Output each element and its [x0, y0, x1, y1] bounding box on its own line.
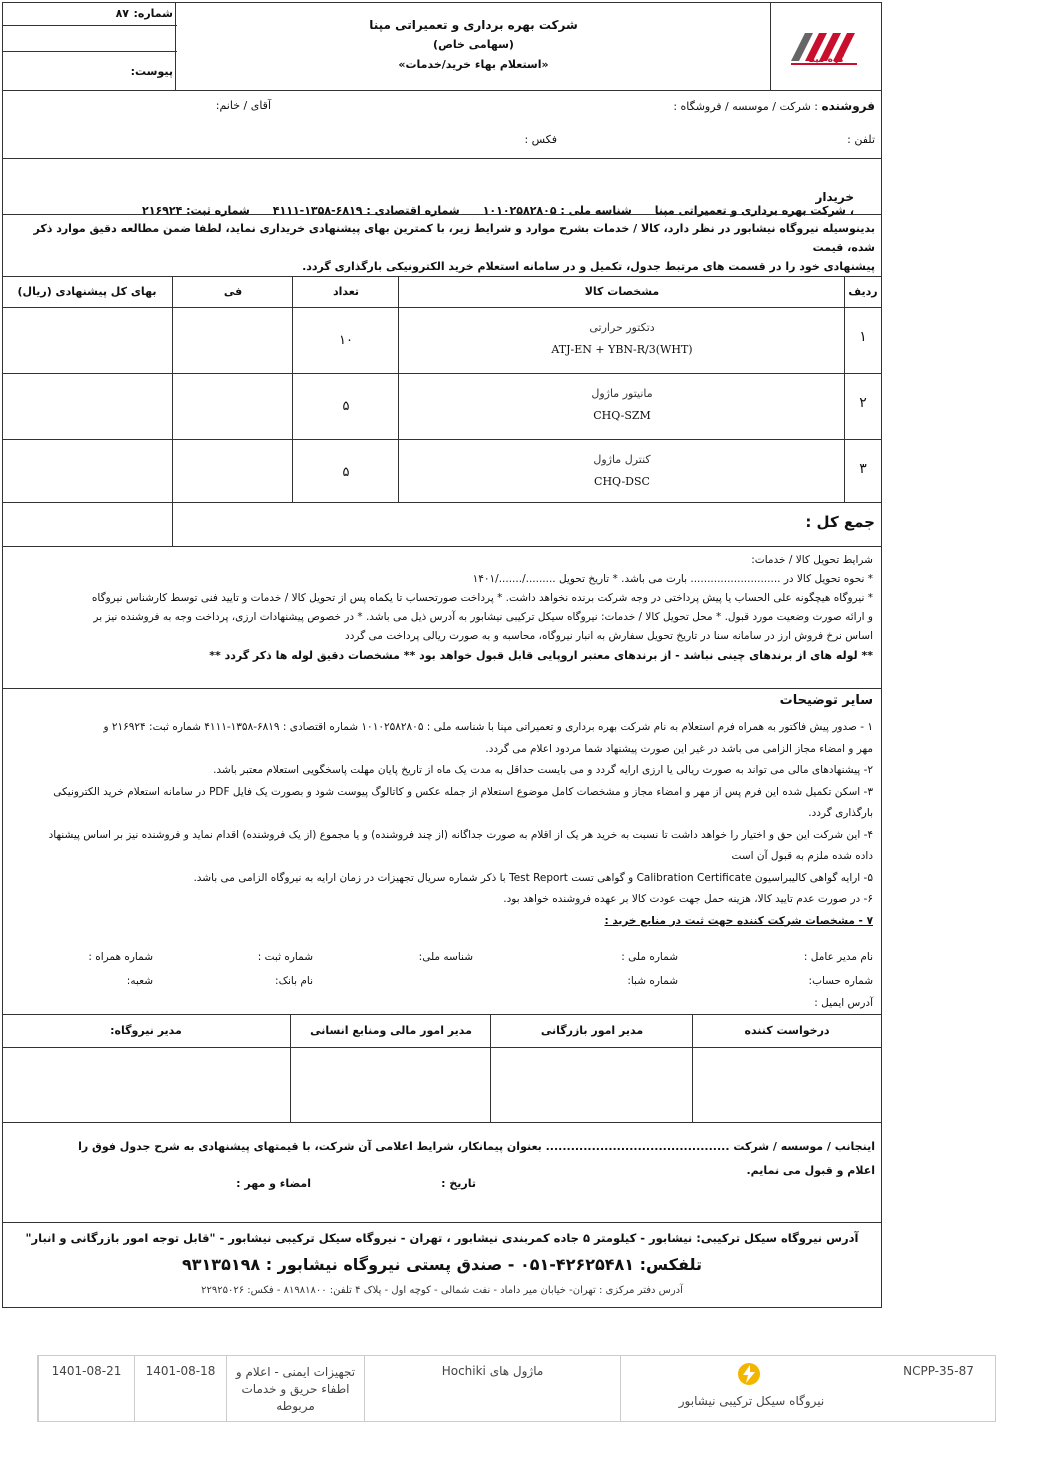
company-type: (سهامی خاص)	[433, 38, 514, 51]
row-qty: ۵	[342, 399, 350, 414]
row-item-name: دتکتور حرارتی	[589, 321, 655, 334]
company-logo	[783, 25, 869, 69]
total-label: جمع کل :	[805, 513, 875, 531]
condition-line: * نیروگاه هیچگونه علی الحساب یا پیش پرداختی در وجه شرکت برنده نخواهد داشت. * پرداخت صورتحساب تا یکماه پس از تحویل کالا / خدمات و تایید فنی توسط کارشناس نیروگاه	[91, 592, 873, 604]
footer-category: تجهیزات ایمنی - اعلام و اطفاء حریق و خدمات مربوطه	[235, 1365, 356, 1413]
table-row	[3, 439, 881, 503]
notes-title: سایر توضیحات	[779, 693, 873, 708]
note-line: ۱ - صدور پیش فاکتور به همراه فرم استعلام به نام شرکت بهره برداری و تعمیراتی مپنا با شناسه ملی : ۱۰۱۰۲۵۸۲۸۰۵ شماره اقتصادی : ۶۸۱۹-۱۳۵۸-۴۱۱۱ شماره ثبت: ۲۱۶۹۲۴ و	[103, 721, 873, 733]
row-item-code: CHQ-DSC	[594, 475, 650, 488]
row-item-name: مانیتور ماژول	[591, 387, 653, 400]
header-qty: تعداد	[332, 285, 360, 298]
header-index: ردیف	[848, 285, 878, 298]
intro-section	[3, 215, 881, 277]
field-email: آدرس ایمیل :	[814, 997, 873, 1009]
form-title: «استعلام بهاء خرید/خدمات»	[398, 58, 549, 71]
intro-line-2: پیشنهادی خود را در قسمت های مرتبط جدول، تکمیل و در سامانه استعلام خرید الکترونیکی بارگذاری گردد.	[302, 260, 875, 273]
header-unit-price: فی	[223, 285, 243, 298]
number-value: ۸۷	[115, 7, 129, 20]
field-sheba: شماره شبا:	[627, 975, 678, 987]
field-national-id: شماره ملی :	[621, 951, 678, 963]
condition-line: * نحوه تحویل کالا در ........................... بارت می باشد. * تاریخ تحویل ........./......./۱۴۰۱	[472, 573, 873, 585]
field-registration: شماره ثبت :	[257, 951, 313, 963]
table-row	[3, 373, 881, 439]
sig-finance-manager: مدیر امور مالی ومنابع انسانی	[310, 1024, 472, 1037]
acceptance-line-2: اعلام و قبول می نمایم.	[746, 1164, 875, 1177]
attachment-label: پیوست:	[130, 65, 173, 78]
total-row	[3, 503, 881, 547]
note-line: مهر و امضاء مجاز الزامی می باشد در غیر این صورت پیشنهاد شما مردود اعلام می گردد.	[485, 742, 873, 755]
condition-line: اساس نرخ فروش ارز در سامانه سنا در تاریخ تحویل سفارش به انبار نیروگاه، محاسبه و به صورت ریالی پرداخت می گردد	[345, 630, 873, 642]
sig-plant-manager: مدیر نیروگاه:	[110, 1024, 182, 1037]
plant-telfax: تلفکس: ۴۲۶۲۵۴۸۱-۰۵۱ - صندق پستی نیروگاه نیشابور : ۹۳۱۳۵۱۹۸	[182, 1255, 702, 1274]
row-item-code: CHQ-SZM	[593, 409, 651, 422]
sir-madam-label: آقای / خانم:	[215, 99, 271, 112]
fax-label: فکس :	[524, 133, 557, 146]
row-index: ۱	[859, 329, 867, 345]
acceptance-line-1: اینجانب / موسسه / شرکت ............................................ بعنوان پیمانکار، شرایط اعلامی آن شرکت، با قیمتهای پیشنهادی به شرح جدول فوق را	[78, 1140, 875, 1153]
field-bank-name: نام بانک:	[275, 975, 313, 987]
intro-line-1: بدینوسیله نیروگاه نیشابور در نظر دارد، کالا / خدمات بشرح موارد و شرایط زیر، با کمترین بهای پیشنهادی خریداری نماید، لطفا ضمن مطالعه دقیق موارد ذکر شده، قیمت	[33, 222, 875, 254]
acceptance-date: تاریخ :	[441, 1177, 476, 1190]
footer-subject: ماژول های Hochiki	[441, 1364, 544, 1378]
footer-code: NCPP-35-87	[903, 1364, 974, 1378]
plant-address: آدرس نیروگاه سیکل ترکیبی: نیشابور - کیلومتر ۵ جاده کمربندی نیشابور ، تهران - نیروگاه سیکل ترکیبی نیشابور - "قابل توجه امور بازرگانی و انبار"	[25, 1231, 859, 1245]
field-branch: شعبه:	[126, 975, 153, 987]
row-index: ۳	[859, 461, 867, 477]
sig-requester: درخواست کننده	[744, 1024, 830, 1037]
signatures-section	[3, 1015, 881, 1123]
row-qty: ۱۰	[339, 333, 353, 348]
note-line: بارگذاری گردد.	[808, 807, 873, 819]
header	[3, 3, 881, 91]
listing-footer	[37, 1355, 996, 1422]
note-line: ۲- پیشنهادهای مالی می تواند به صورت ریالی یا ارزی ارایه گردد و می بایست حداقل به مدت یک ماه از تاریخ پایان مهلت پاسخگویی استعلام معتبر باشد.	[213, 764, 873, 776]
logo-text: کوه مپنا	[808, 55, 844, 65]
conditions-bold-line: ** لوله های از برندهای چینی نباشد - از برندهای معتبر اروپایی قابل قبول خواهد بود ** مشخصات دقیق لوله ها ذکر گردد **	[209, 649, 873, 662]
seller-line: : شرکت / موسسه / فروشگاه :	[673, 100, 818, 113]
note-line: ۳- اسکن تکمیل شده این فرم پس از مهر و امضاء مجاز و مشخصات کامل موضوع استعلام از جمله عکس و کاتالوگ پیوست شود و بصورت یک فایل PDF در سامانه استعلام خرید الکترونیکی	[53, 785, 873, 798]
conditions-section	[3, 547, 881, 689]
address-section	[3, 1223, 881, 1309]
buyer-section	[3, 159, 881, 215]
buyer-info: ، شرکت بهره برداری و تعمیراتی مپنا شناسه ملی : ۱۰۱۰۲۵۸۲۸۰۵ شماره اقتصادی : ۶۸۱۹-۱۳۵۸-۴۱۱۱ شماره ثبت: ۲۱۶۹۲۴	[142, 204, 855, 217]
buyer-label: خریدار	[815, 190, 855, 204]
number-label: شماره:	[133, 7, 173, 20]
header-total-price: بهای کل پیشنهادی (ریال)	[17, 285, 157, 298]
row-item-name: کنترل ماژول	[593, 453, 651, 466]
note-line: ۷ - مشخصات شرکت کننده جهت ثبت در منابع خرید :	[604, 914, 873, 927]
sig-commerce-manager: مدیر امور بازرگانی	[540, 1024, 644, 1037]
footer-date-2: 1401-08-18	[145, 1364, 216, 1378]
note-line: ۵- ارایه گواهی کالیبراسیون Calibration Certificate و گواهی تست Test Report با ذکر شماره سریال تجهیزات در زمان ارایه به نیروگاه الزامی می باشد.	[193, 871, 873, 884]
inquiry-form	[2, 2, 882, 1308]
note-line: ۴- این شرکت این حق و اختیار را خواهد داشت تا نسبت به خرید هر یک از اقلام به صورت جداگانه (از چند فروشنده) و یا مجموع (از یک فروشنده) اقدام نماید و فروشنده نیز بر اساس پیشنهاد	[48, 828, 873, 841]
notes-section	[3, 689, 881, 1015]
phone-label: تلفن :	[847, 133, 875, 146]
note-line: داده شده ملزم به قبول آن است	[731, 850, 873, 862]
office-address: آدرس دفتر مرکزی : تهران- خیابان میر داماد - نفت شمالی - کوچه اول - پلاک ۴ تلفن: ۸۱۹۸۱۸۰۰ - فکس: ۲۲۹۲۵۰۲۶	[201, 1285, 683, 1296]
row-item-code: ATJ-EN + YBN-R/3(WHT)	[551, 343, 693, 356]
row-index: ۲	[859, 395, 867, 411]
field-account-number: شماره حساب:	[808, 975, 873, 987]
condition-line: و ارائه صورت وضعیت مورد قبول. * محل تحویل کالا / خدمات: نیروگاه سیکل ترکیبی نیشابور به آدرس ذیل می باشد. * در خصوص پیشنهادات ارزی، پرداخت وجه به فروشنده نیز بر	[93, 611, 873, 623]
plant-icon	[737, 1362, 761, 1386]
acceptance-sign: امضاء و مهر :	[236, 1177, 311, 1190]
field-company-id: شناسه ملی:	[418, 951, 473, 963]
seller-section	[3, 91, 881, 159]
acceptance-section	[3, 1123, 881, 1223]
footer-org: نیروگاه سیکل ترکیبی نیشابور	[678, 1394, 825, 1408]
note-line: ۶- در صورت عدم تایید کالا، هزینه حمل جهت عودت کالا بر عهده فروشنده خواهد بود.	[503, 893, 873, 905]
header-spec: مشخصات کالا	[584, 285, 660, 298]
conditions-title: شرایط تحویل کالا / خدمات:	[751, 554, 873, 566]
row-qty: ۵	[342, 465, 350, 480]
field-ceo-name: نام مدیر عامل :	[803, 951, 873, 963]
table-row	[3, 307, 881, 373]
seller-label: فروشنده	[821, 99, 875, 113]
items-table	[3, 277, 881, 503]
field-mobile: شماره همراه :	[88, 951, 153, 963]
footer-date-1: 1401-08-21	[51, 1364, 122, 1378]
company-name: شرکت بهره برداری و تعمیراتی مپنا	[369, 18, 578, 32]
